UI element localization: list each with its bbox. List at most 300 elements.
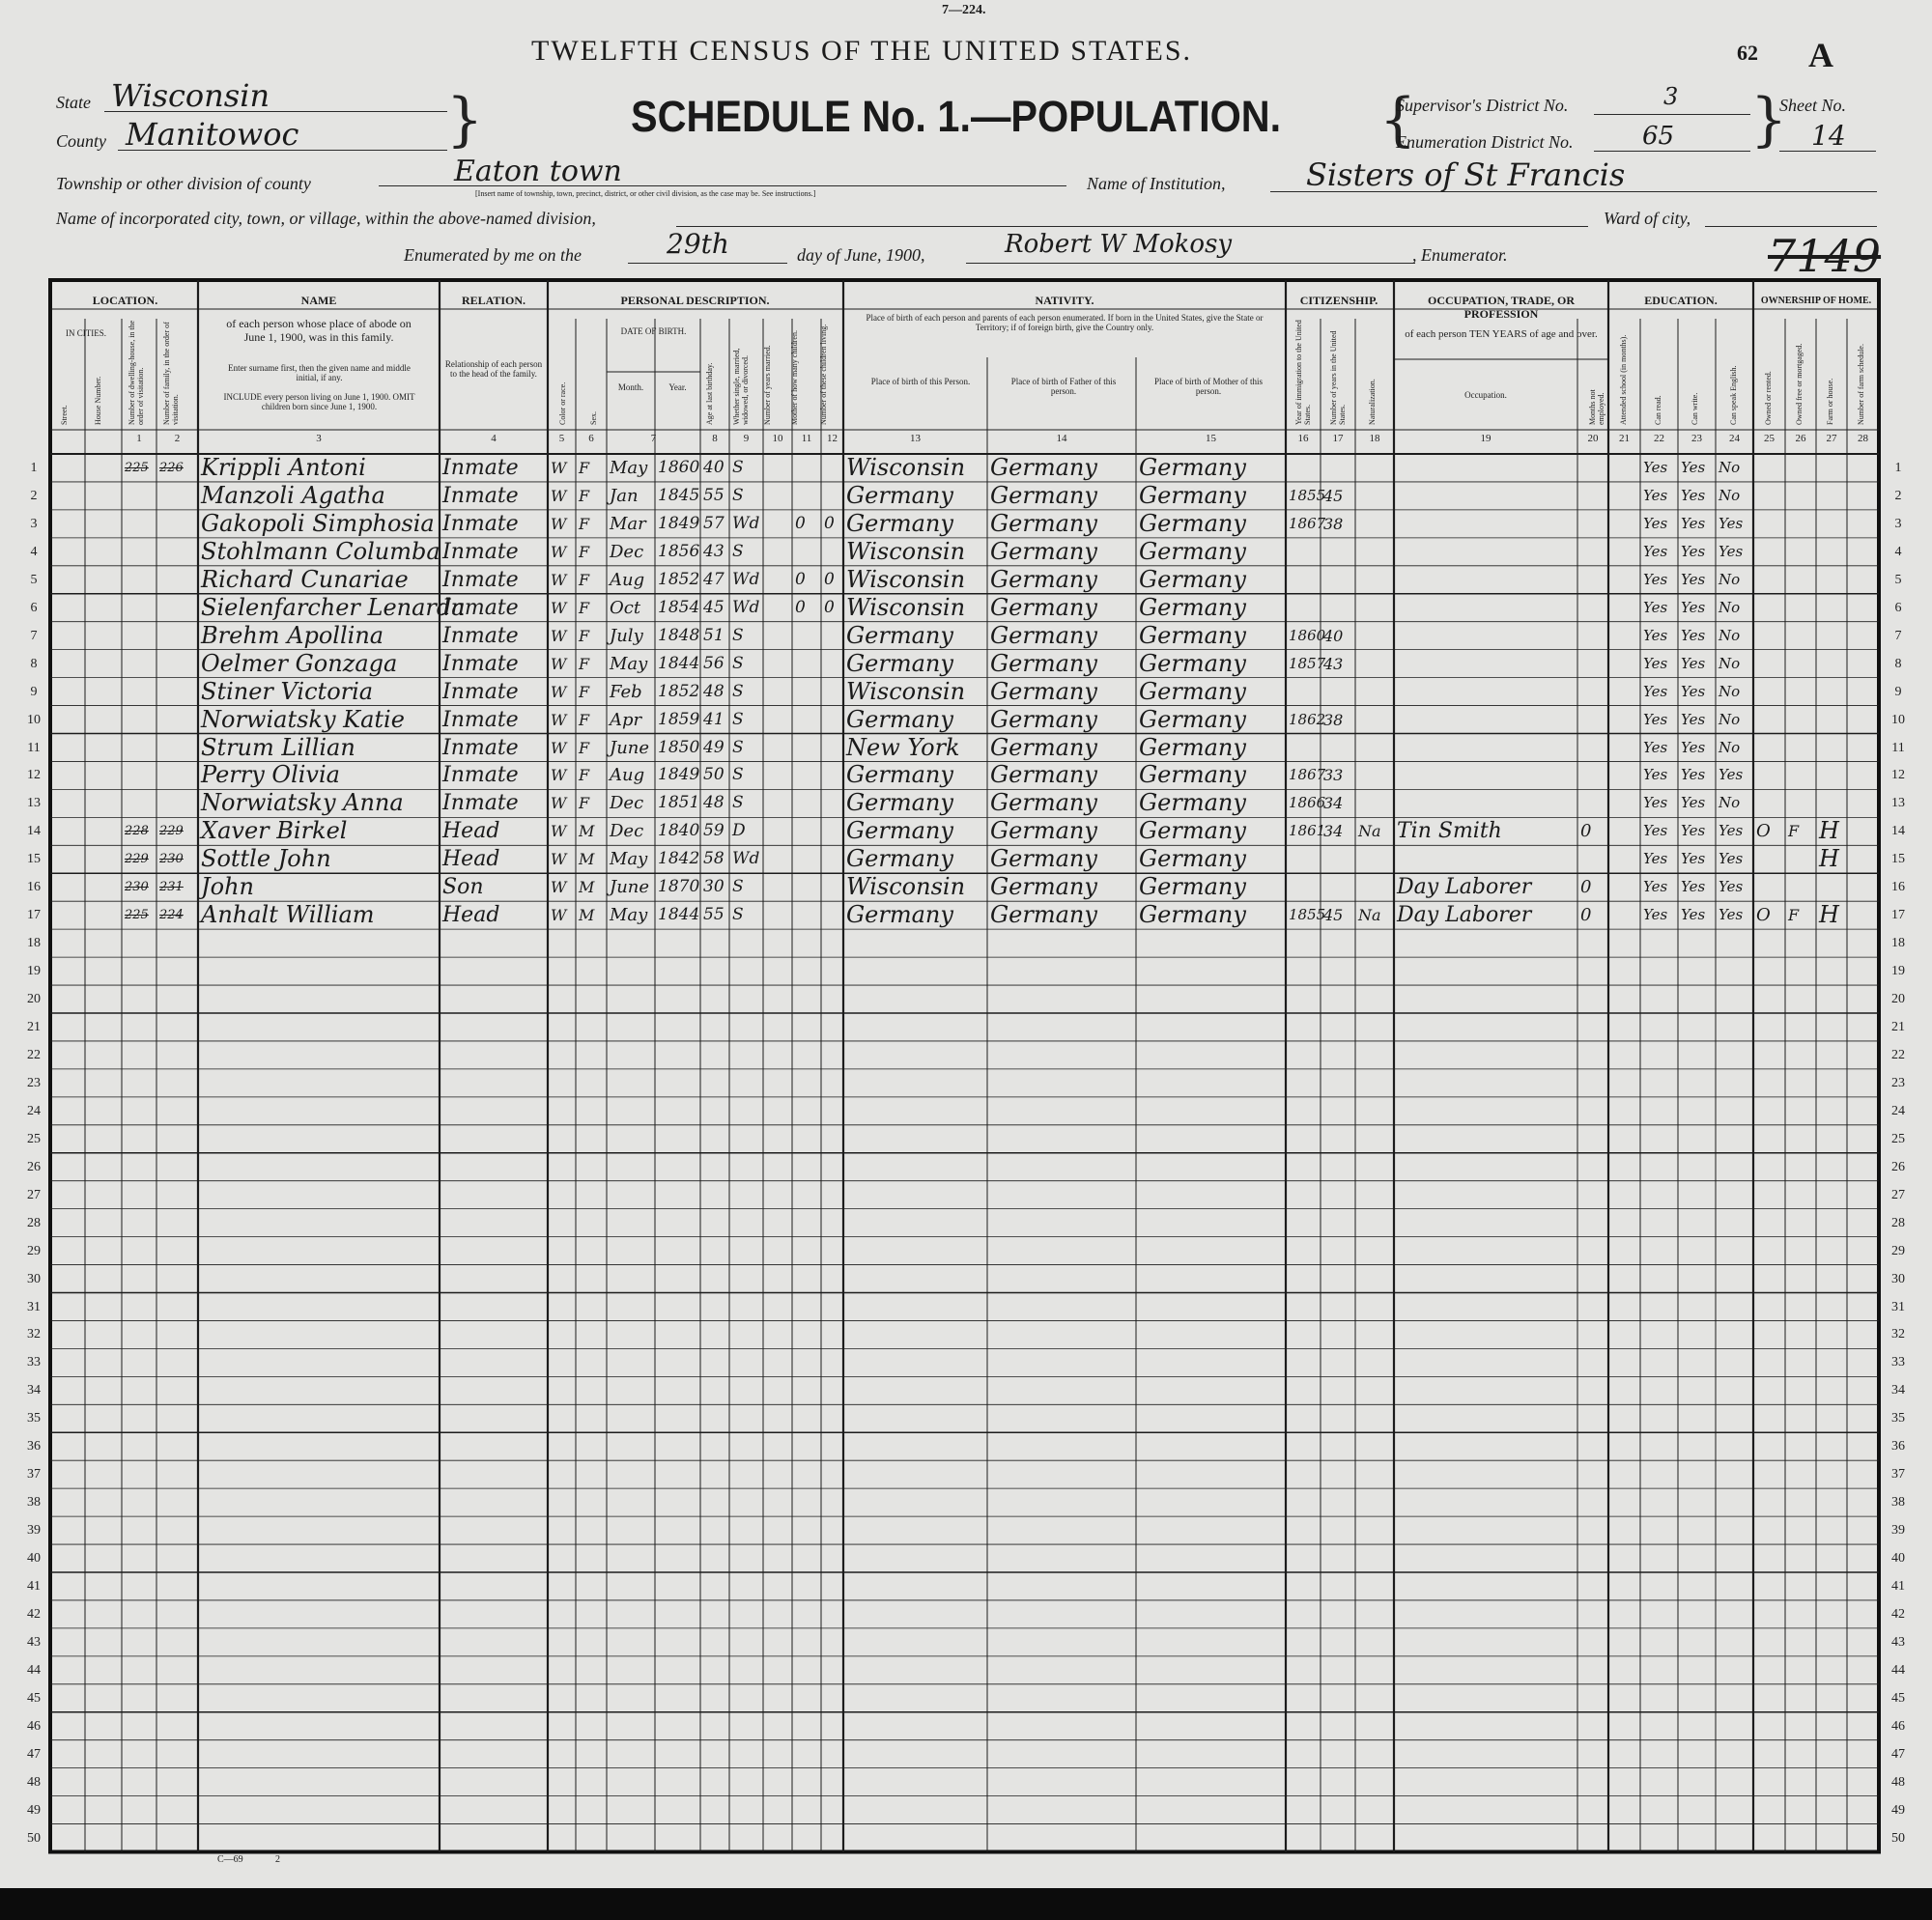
vh-can-speak: Can speak English. (1729, 365, 1738, 425)
cell-yus: 40 (1323, 626, 1344, 645)
cell-mother: Germany (1139, 761, 1246, 789)
cell-father: Germany (990, 537, 1097, 565)
cell-mar: S (732, 625, 744, 645)
cell-birth: Wisconsin (846, 593, 966, 621)
cell-sex: F (579, 486, 590, 505)
cell-rel: Inmate (442, 567, 519, 592)
column-number: 27 (1826, 433, 1837, 444)
cell-birth: Wisconsin (846, 537, 966, 565)
cell-birth: Germany (846, 649, 953, 677)
row-number: 43 (1891, 1634, 1905, 1650)
row-number: 25 (1891, 1131, 1905, 1146)
cell-read: Yes (1643, 794, 1668, 812)
cell-father: Germany (990, 677, 1097, 705)
cell-color: W (551, 794, 567, 813)
cell-speak: Yes (1719, 514, 1744, 532)
cell-read: Yes (1643, 906, 1668, 924)
cell-name: Krippli Antoni (201, 454, 366, 481)
cell-father: Germany (990, 705, 1097, 733)
cell-speak: Yes (1719, 542, 1744, 560)
cell-mar: Wd (732, 569, 760, 589)
cell-rel: Inmate (442, 707, 519, 732)
cell-age: 51 (703, 625, 724, 645)
cell-mother: Germany (1139, 649, 1246, 677)
cell-age: 48 (703, 793, 724, 813)
enumerated-middle: day of June, 1900, (797, 245, 925, 265)
cell-father: Germany (990, 901, 1097, 929)
cell-read: Yes (1643, 570, 1668, 588)
cell-cl: 0 (824, 569, 835, 589)
row-number: 9 (1894, 684, 1902, 699)
cell-imm: 1855 (1289, 486, 1326, 504)
column-number: 20 (1587, 433, 1599, 444)
row-number: 2 (30, 488, 38, 503)
cell-sex: M (579, 822, 595, 841)
cell-birth: Wisconsin (846, 873, 966, 901)
vh-farm-schedule: Number of farm schedule. (1857, 344, 1865, 425)
cell-birth: Wisconsin (846, 677, 966, 705)
column-number: 16 (1297, 433, 1309, 444)
vh-months-unemployed: Months not employed. (1588, 389, 1605, 425)
row-number: 26 (27, 1159, 41, 1174)
cell-birth: Germany (846, 845, 953, 873)
cell-color: W (551, 486, 567, 505)
cell-month: Dec (610, 793, 644, 814)
row-number: 4 (30, 544, 38, 559)
cell-speak: No (1719, 598, 1741, 616)
cell-year: 1860 (658, 458, 700, 477)
column-number: 5 (558, 433, 565, 444)
cell-read: Yes (1643, 514, 1668, 532)
header-personal: PERSONAL DESCRIPTION. (620, 294, 770, 307)
cell-month: June (610, 877, 650, 898)
county-label: County (56, 131, 106, 151)
census-title: TWELFTH CENSUS OF THE UNITED STATES. (531, 35, 1193, 67)
cell-father: Germany (990, 481, 1097, 509)
vh-years-us: Number of years in the United States. (1329, 330, 1347, 425)
cell-sex: F (579, 542, 590, 561)
cell-age: 41 (703, 709, 724, 729)
row-number: 17 (27, 908, 41, 923)
row-number: 11 (1891, 740, 1905, 755)
cell-cl: 0 (824, 597, 835, 617)
row-number: 27 (1891, 1187, 1905, 1202)
row-number: 30 (1891, 1271, 1905, 1286)
row-number: 3 (1894, 516, 1902, 531)
cell-color: W (551, 906, 567, 925)
cell-read: Yes (1643, 738, 1668, 756)
cell-birth: Wisconsin (846, 565, 966, 593)
cell-color: W (551, 710, 567, 729)
left-brace: } (446, 86, 484, 154)
cell-sex: M (579, 878, 595, 897)
cell-fam: 226 (159, 461, 184, 475)
row-number: 48 (27, 1774, 41, 1790)
header-occupation-col: Occupation. (1464, 390, 1507, 400)
cell-imm: 1867 (1289, 514, 1326, 532)
row-number: 48 (1891, 1774, 1905, 1790)
cell-year: 1852 (658, 569, 700, 589)
cell-birth: Germany (846, 761, 953, 789)
stamp-number: 7149 (1768, 230, 1882, 282)
row-number: 36 (1891, 1439, 1905, 1454)
cell-year: 1849 (658, 765, 700, 785)
row-number: 33 (27, 1355, 41, 1370)
cell-mother: Germany (1139, 845, 1246, 873)
column-number: 11 (801, 433, 812, 444)
cell-read: Yes (1643, 682, 1668, 700)
ward-label: Ward of city, (1604, 209, 1691, 228)
cell-fam: 224 (159, 908, 184, 923)
cell-imm: 1857 (1289, 654, 1326, 672)
cell-age: 57 (703, 513, 724, 533)
cell-color: W (551, 738, 567, 757)
cell-father: Germany (990, 733, 1097, 761)
city-label: Name of incorporated city, town, or village, within the above-named division, (56, 209, 596, 228)
row-number: 12 (1891, 768, 1905, 783)
cell-name: John (201, 873, 254, 901)
cell-name: Anhalt William (201, 901, 375, 929)
enumerated-prefix: Enumerated by me on the (404, 245, 582, 265)
cell-birth: Germany (846, 621, 953, 649)
cell-mother: Germany (1139, 509, 1246, 537)
cell-rel: Inmate (442, 623, 519, 648)
cell-month: Feb (610, 681, 642, 702)
row-number: 40 (27, 1551, 41, 1567)
cell-age: 40 (703, 458, 724, 477)
cell-name: Strum Lillian (201, 733, 355, 761)
header-occupation: OCCUPATION, TRADE, OR PROFESSION (1427, 294, 1575, 321)
cell-mar: Wd (732, 513, 760, 533)
column-number: 23 (1691, 433, 1702, 444)
row-number: 49 (1891, 1802, 1905, 1818)
header-citizenship: CITIZENSHIP. (1299, 294, 1378, 307)
cell-yus: 38 (1323, 514, 1344, 533)
row-number: 44 (27, 1662, 41, 1678)
cell-speak: Yes (1719, 878, 1744, 896)
header-nativity-sub: Place of birth of each person and parents of each person enumerated. If born in the United States, give the State or Territory; if of foreign birth, give the Country only. (866, 313, 1264, 332)
cell-speak: No (1719, 710, 1741, 728)
cell-color: W (551, 514, 567, 533)
cell-write: Yes (1681, 794, 1706, 812)
cell-age: 55 (703, 485, 724, 505)
cell-birth: Germany (846, 481, 953, 509)
cell-fam: 229 (159, 824, 184, 839)
vh-children-living: Number of these children living. (819, 324, 828, 425)
cell-speak: No (1719, 626, 1741, 644)
row-number: 24 (27, 1103, 41, 1118)
cell-rel: Inmate (442, 595, 519, 620)
cell-dw: 230 (125, 880, 149, 895)
row-number: 36 (27, 1439, 41, 1454)
cell-year: 1850 (658, 737, 700, 757)
row-number: 5 (1894, 572, 1902, 587)
cell-mar: S (732, 877, 744, 897)
cell-name: Perry Olivia (201, 761, 340, 789)
cell-sex: F (579, 514, 590, 533)
cell-mo: 0 (795, 569, 806, 589)
row-number: 41 (27, 1579, 41, 1594)
cell-mother: Germany (1139, 705, 1246, 733)
row-number: 27 (27, 1187, 41, 1202)
cell-write: Yes (1681, 906, 1706, 924)
header-year: Year. (668, 382, 687, 392)
cell-mother: Germany (1139, 593, 1246, 621)
column-number: 28 (1858, 433, 1868, 444)
cell-rel: Inmate (442, 791, 519, 816)
cell-year: 1856 (658, 541, 700, 561)
cell-mar: S (732, 458, 744, 477)
cell-read: Yes (1643, 598, 1668, 616)
cell-color: W (551, 654, 567, 673)
row-number: 35 (1891, 1411, 1905, 1426)
cell-year: 1859 (658, 709, 700, 729)
cell-read: Yes (1643, 766, 1668, 784)
row-number: 34 (1891, 1383, 1905, 1398)
cell-speak: No (1719, 570, 1741, 588)
row-number: 8 (1894, 656, 1902, 671)
row-number: 5 (30, 572, 38, 587)
cell-month: Dec (610, 541, 644, 562)
cell-write: Yes (1681, 598, 1706, 616)
cell-father: Germany (990, 789, 1097, 817)
cell-read: Yes (1643, 459, 1668, 476)
cell-occ: Tin Smith (1397, 819, 1502, 844)
row-number: 18 (27, 936, 41, 951)
row-number: 20 (27, 992, 41, 1007)
cell-free: F (1788, 906, 1800, 925)
cell-year: 1845 (658, 485, 700, 505)
header-relation-sub: Relationship of each person to the head of the family. (444, 359, 543, 379)
cell-write: Yes (1681, 766, 1706, 784)
cell-sex: F (579, 598, 590, 617)
cell-age: 43 (703, 541, 724, 561)
sheet-label: Sheet No. (1779, 96, 1846, 115)
row-number: 13 (1891, 796, 1905, 811)
cell-mother: Germany (1139, 454, 1246, 481)
cell-birth: Germany (846, 789, 953, 817)
cell-mo: 0 (795, 513, 806, 533)
institution-label: Name of Institution, (1087, 174, 1226, 193)
cell-dw: 229 (125, 852, 149, 867)
row-number: 20 (1891, 992, 1905, 1007)
cell-mo: 0 (795, 597, 806, 617)
vh-mother-of: Mother of how many children. (790, 330, 799, 425)
column-number: 24 (1729, 433, 1740, 444)
cell-age: 50 (703, 765, 724, 785)
row-number: 23 (1891, 1075, 1905, 1090)
row-number: 15 (27, 852, 41, 867)
cell-age: 45 (703, 597, 724, 617)
cell-mar: Wd (732, 849, 760, 869)
vh-can-read: Can read. (1654, 395, 1662, 425)
cell-write: Yes (1681, 542, 1706, 560)
vh-owned-free: Owned free or mortgaged. (1795, 343, 1804, 425)
row-number: 1 (30, 461, 38, 475)
column-number: 13 (910, 433, 921, 444)
supervisor-value: 3 (1663, 83, 1679, 110)
cell-month: May (610, 653, 648, 674)
cell-mother: Germany (1139, 733, 1246, 761)
cell-year: 1854 (658, 597, 700, 617)
cell-mar: S (732, 737, 744, 757)
cell-mar: S (732, 485, 744, 505)
cell-mar: S (732, 793, 744, 813)
cell-yus: 45 (1323, 486, 1344, 505)
cell-birth: Germany (846, 901, 953, 929)
cell-sex: F (579, 738, 590, 757)
row-number: 10 (27, 712, 41, 727)
cell-name: Sottle John (201, 845, 331, 873)
cell-name: Norwiatsky Katie (201, 705, 405, 733)
row-number: 44 (1891, 1662, 1905, 1678)
column-number: 2 (174, 433, 181, 444)
cell-fh: H (1819, 817, 1839, 845)
row-number: 42 (27, 1606, 41, 1622)
cell-name: Brehm Apollina (201, 621, 384, 649)
cell-month: May (610, 905, 648, 926)
column-number: 4 (491, 433, 497, 444)
vh-years-married: Number of years married. (763, 345, 772, 425)
row-number: 6 (30, 600, 38, 615)
column-number: 19 (1480, 433, 1492, 444)
row-number: 43 (27, 1634, 41, 1650)
cell-sex: M (579, 906, 595, 925)
cell-write: Yes (1681, 570, 1706, 588)
cell-sex: M (579, 850, 595, 869)
cell-mar: S (732, 681, 744, 701)
cell-sex: F (579, 682, 590, 701)
cell-mother: Germany (1139, 873, 1246, 901)
cell-dw: 228 (125, 824, 149, 839)
header-birth-person: Place of birth of this Person. (870, 377, 971, 386)
cell-year: 1840 (658, 821, 700, 841)
row-number: 46 (27, 1718, 41, 1734)
cell-write: Yes (1681, 459, 1706, 476)
cell-sex: F (579, 459, 590, 477)
row-number: 19 (27, 964, 41, 979)
row-number: 19 (1891, 964, 1905, 979)
cell-year: 1848 (658, 625, 700, 645)
header-nativity: NATIVITY. (1035, 294, 1094, 307)
cell-birth: Germany (846, 705, 953, 733)
row-number: 2 (1894, 488, 1902, 503)
cell-yus: 33 (1323, 766, 1344, 785)
header-name: NAME (300, 294, 337, 307)
cell-sex: F (579, 626, 590, 645)
cell-mother: Germany (1139, 817, 1246, 845)
row-number: 14 (1891, 824, 1905, 839)
cell-color: W (551, 822, 567, 841)
column-number: 8 (712, 433, 718, 444)
institution-value: Sisters of St Francis (1306, 156, 1626, 193)
row-number: 33 (1891, 1355, 1905, 1370)
header-name-note: Enter surname first, then the given name and middle initial, if any. (228, 363, 411, 382)
cell-color: W (551, 682, 567, 701)
row-number: 28 (1891, 1215, 1905, 1230)
cell-speak: No (1719, 486, 1741, 504)
row-number: 32 (27, 1327, 41, 1342)
cell-age: 30 (703, 877, 724, 897)
cell-mu: 0 (1580, 821, 1592, 842)
cell-read: Yes (1643, 850, 1668, 868)
cell-name: Norwiatsky Anna (201, 789, 404, 817)
cell-fh: H (1819, 901, 1839, 929)
cell-year: 1844 (658, 653, 700, 673)
row-number: 32 (1891, 1327, 1905, 1342)
header-name-sub: of each person whose place of abode on June 1, 1900, was in this family. (226, 317, 412, 344)
cell-imm: 1861 (1289, 822, 1326, 840)
cell-yus: 43 (1323, 654, 1344, 673)
cell-rel: Head (442, 903, 500, 928)
cell-year: 1849 (658, 513, 700, 533)
row-number: 37 (1891, 1467, 1905, 1482)
header-birth-father: Place of birth of Father of this person. (1010, 377, 1117, 396)
cell-month: July (610, 625, 643, 646)
cell-rel: Inmate (442, 539, 519, 564)
cell-name: Xaver Birkel (201, 817, 348, 845)
cell-mar: S (732, 709, 744, 729)
row-number: 8 (30, 656, 38, 671)
header-name-note2: INCLUDE every person living on June 1, 1900. OMIT children born since June 1, 1900. (223, 392, 415, 411)
cell-write: Yes (1681, 626, 1706, 644)
cell-father: Germany (990, 621, 1097, 649)
vh-dwelling: Number of dwelling-house, in the order of visitation. (128, 320, 145, 425)
cell-mar: S (732, 653, 744, 673)
form-number: 7—224. (942, 3, 986, 17)
row-number: 16 (1891, 880, 1905, 895)
cell-imm: 1867 (1289, 766, 1326, 784)
row-number: 4 (1894, 544, 1902, 559)
cell-speak: No (1719, 459, 1741, 476)
cell-mother: Germany (1139, 677, 1246, 705)
header-month: Month. (617, 382, 644, 392)
row-number: 37 (27, 1467, 41, 1482)
row-number: 50 (27, 1830, 41, 1846)
vh-attended-school: Attended school (in months). (1619, 334, 1628, 425)
cell-mar: Wd (732, 597, 760, 617)
cell-name: Stiner Victoria (201, 677, 374, 705)
cell-yus: 45 (1323, 906, 1344, 925)
cell-write: Yes (1681, 822, 1706, 840)
row-number: 29 (27, 1243, 41, 1258)
right-brace-close: } (1750, 86, 1788, 154)
row-number: 6 (1894, 600, 1902, 615)
row-number: 12 (27, 768, 41, 783)
cell-color: W (551, 626, 567, 645)
cell-color: W (551, 766, 567, 785)
row-number: 11 (27, 740, 41, 755)
cell-name: Gakopoli Simphosia (201, 509, 435, 537)
cell-speak: No (1719, 682, 1741, 700)
cell-month: Aug (610, 569, 645, 590)
cell-fh: H (1819, 845, 1839, 873)
vh-street: Street. (60, 405, 69, 425)
column-number: 21 (1619, 433, 1630, 444)
cell-year: 1842 (658, 849, 700, 869)
cell-name: Richard Cunariae (201, 565, 409, 593)
state-value: Wisconsin (111, 77, 270, 114)
cell-birth: Germany (846, 817, 953, 845)
cell-read: Yes (1643, 654, 1668, 672)
row-number: 41 (1891, 1579, 1905, 1594)
cell-color: W (551, 570, 567, 589)
row-number: 39 (27, 1523, 41, 1539)
cell-month: Oct (610, 597, 641, 618)
row-number: 47 (27, 1746, 41, 1762)
cell-year: 1851 (658, 793, 700, 813)
cell-color: W (551, 459, 567, 477)
